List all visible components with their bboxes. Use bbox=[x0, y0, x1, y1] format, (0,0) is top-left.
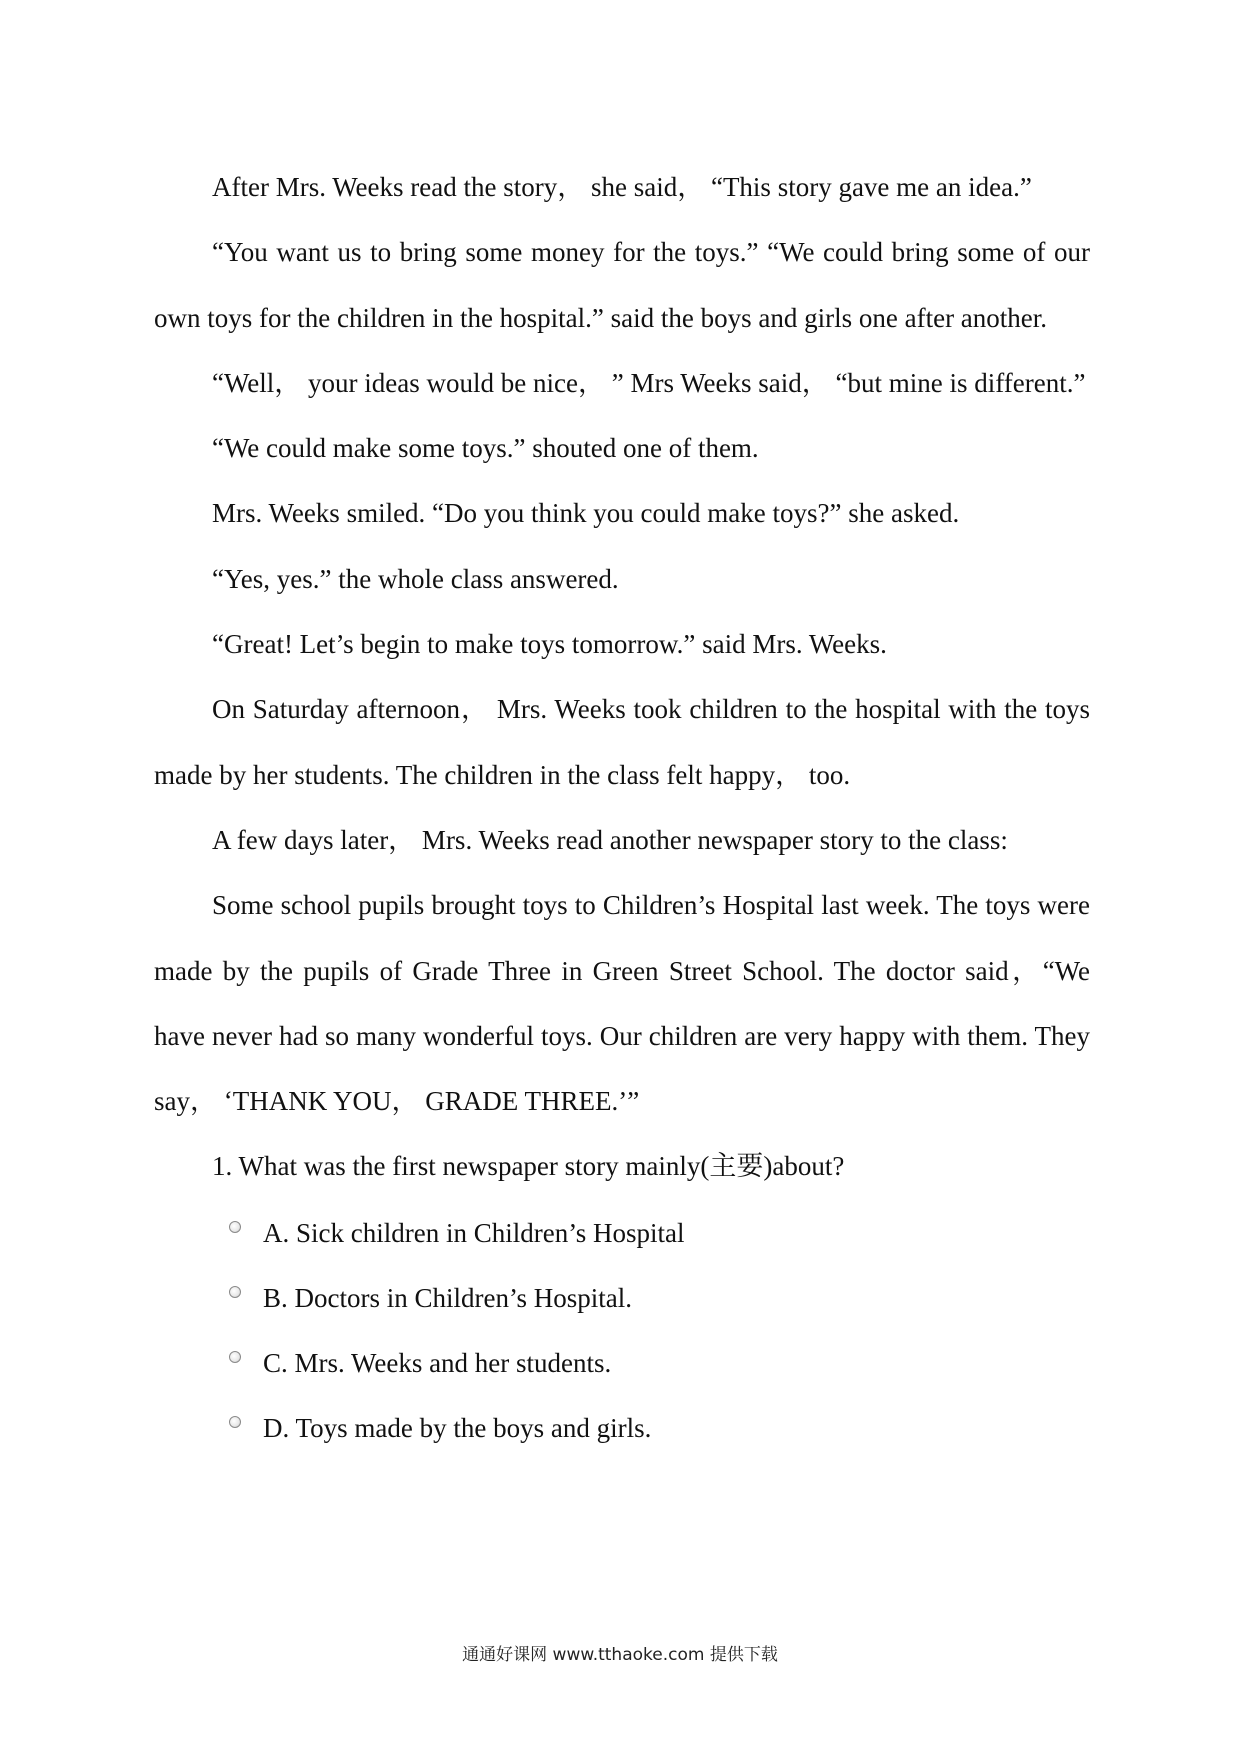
paragraph-9: A few days later， Mrs. Weeks read another newspaper story to the class: bbox=[212, 824, 1008, 855]
paragraph-6: “Yes, yes.” the whole class answered. bbox=[212, 563, 619, 594]
content-area bbox=[154, 155, 1090, 1461]
radio-icon[interactable] bbox=[229, 1416, 241, 1428]
option-c-label: C. Mrs. Weeks and her students. bbox=[263, 1348, 612, 1379]
question-1-text: 1. What was the first newspaper story mainly(主要)about? bbox=[212, 1151, 845, 1182]
paragraph-10: Some school pupils brought toys to Children’s Hospital last week. The toys were made by the pupils of Grade Three in Green Street School. The doctor said，“We have never had so many wonderful toys. Our children are very happy with them. They say， ‘THANK YOU， GRADE THREE.’” bbox=[154, 890, 1090, 1117]
radio-icon[interactable] bbox=[229, 1221, 241, 1233]
paragraph-2: “You want us to bring some money for the toys.” “We could bring some of our own toys for the children in the hospital.” said the boys and girls one after another. bbox=[154, 237, 1090, 333]
paragraph-1: After Mrs. Weeks read the story， she said， “This story gave me an idea.” bbox=[212, 172, 1032, 202]
paragraph-7: “Great! Let’s begin to make toys tomorrow.” said Mrs. Weeks. bbox=[212, 629, 887, 660]
option-d[interactable] bbox=[229, 1396, 1090, 1461]
radio-icon[interactable] bbox=[229, 1286, 241, 1298]
option-c[interactable] bbox=[229, 1331, 1090, 1396]
paragraph-3: “Well， your ideas would be nice， ” Mrs Weeks said， “but mine is different.” bbox=[212, 367, 1086, 398]
page-footer: 通通好课网 www.tthaoke.com 提供下载 bbox=[462, 1645, 778, 1665]
option-a[interactable] bbox=[229, 1201, 1090, 1266]
radio-icon[interactable] bbox=[229, 1351, 241, 1363]
option-b-label: B. Doctors in Children’s Hospital. bbox=[263, 1283, 632, 1314]
question-1-options bbox=[154, 1201, 1090, 1461]
paragraph-5: Mrs. Weeks smiled. “Do you think you could make toys?” she asked. bbox=[212, 498, 960, 529]
paragraph-8: On Saturday afternoon， Mrs. Weeks took children to the hospital with the toys made by her students. The children in the class felt happy， too. bbox=[154, 694, 1090, 790]
option-a-label: A. Sick children in Children’s Hospital bbox=[263, 1218, 685, 1249]
option-b[interactable] bbox=[229, 1266, 1090, 1331]
option-d-label: D. Toys made by the boys and girls. bbox=[263, 1413, 652, 1444]
paragraph-4: “We could make some toys.” shouted one of them. bbox=[212, 433, 759, 464]
